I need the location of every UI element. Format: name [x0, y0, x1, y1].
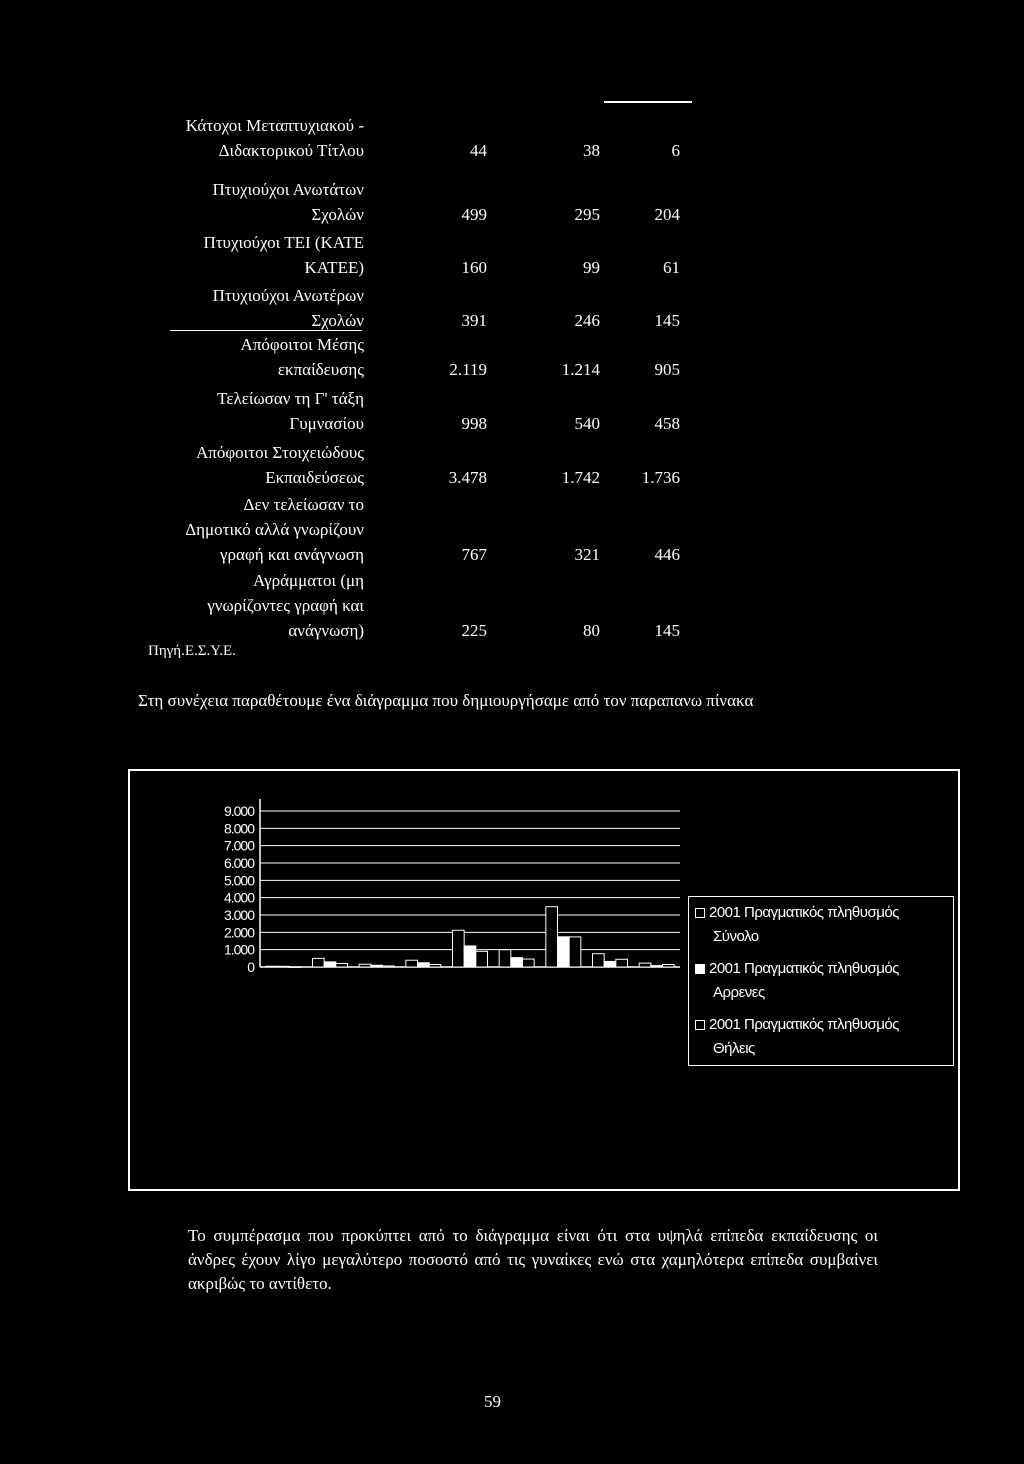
bar-male: [371, 965, 383, 967]
page-number: 59: [484, 1392, 501, 1411]
cell-female: 6: [671, 141, 680, 160]
cell-female: 204: [654, 205, 680, 224]
row-label: Κάτοχοι Μεταπτυχιακού - Διδακτορικού Τίτλου: [185, 116, 364, 160]
bar-total: [359, 964, 371, 967]
bar-male: [558, 937, 570, 967]
cell-total: 767: [461, 545, 487, 564]
bar-total: [453, 930, 465, 967]
bar-total: [546, 907, 558, 967]
row-label: Αγράμματοι (μη γνωρίζοντες γραφή και ανάγνωση): [207, 571, 364, 640]
cell-male: 321: [574, 545, 600, 564]
bar-total: [593, 954, 605, 967]
intro-paragraph: Στη συνέχεια παραθέτουμε ένα διάγραμμα που δημιουργήσαμε από τον παραπανω πίνακα: [138, 691, 754, 710]
row-label: Δεν τελείωσαν το Δημοτικό αλλά γνωρίζουν γραφή και ανάγνωση: [185, 495, 364, 564]
bar-female: [569, 937, 581, 967]
bar-total: [639, 963, 651, 967]
bar-female: [476, 951, 488, 967]
legend-swatch-empty-icon: [695, 908, 705, 918]
cell-total: 2.119: [449, 360, 487, 379]
legend-item-total: [695, 901, 951, 949]
bar-female: [383, 966, 395, 967]
bar-female: [429, 964, 441, 967]
cell-male: 1.742: [561, 468, 600, 487]
legend-sublabel: Σύνολο: [713, 928, 759, 945]
legend-label: 2001 Πραγματικός πληθυσμός: [709, 960, 899, 977]
cell-male: 246: [574, 311, 600, 330]
y-tick-label: 1.000: [223, 941, 254, 958]
bar-male: [604, 961, 616, 967]
bar-female: [336, 963, 348, 967]
bar-male: [418, 963, 430, 967]
y-tick-label: 8.000: [223, 820, 254, 837]
cell-male: 99: [583, 258, 600, 277]
bar-male: [464, 946, 476, 967]
legend-swatch-empty-icon: [695, 1020, 705, 1030]
cell-total: 160: [461, 258, 487, 277]
legend-sublabel: Αρρενες: [713, 984, 765, 1001]
y-tick-label: 4.000: [223, 889, 254, 906]
table-source: Πηγή.Ε.Σ.Υ.Ε.: [148, 643, 236, 659]
table-top-rule: [604, 101, 692, 103]
y-tick-label: 6.000: [223, 855, 254, 871]
cell-total: 998: [461, 414, 487, 433]
cell-female: 458: [654, 414, 680, 433]
bar-male: [651, 966, 663, 967]
row-label: Τελείωσαν τη Γ' τάξη Γυμνασίου: [217, 389, 364, 433]
cell-female: 446: [654, 545, 680, 564]
conclusion-paragraph: Το συμπέρασμα που προκύπτει από το διάγραμμα είναι ότι στα υψηλά επίπεδα εκπαίδευσης οι άνδρες έχουν λίγο μεγαλύτερο ποσοστό από τις γυναίκες ενώ στα χαμηλότερα επίπεδα συμβαίνει ακριβώς το αντίθετο.: [188, 1226, 878, 1293]
bar-female: [289, 967, 301, 968]
bar-male: [324, 962, 336, 967]
cell-male: 540: [574, 414, 600, 433]
row-label: Πτυχιούχοι Ανωτέρων Σχολών: [212, 286, 364, 330]
legend-sublabel: Θήλεις: [713, 1040, 755, 1057]
y-tick-label: 0: [247, 959, 254, 975]
cell-male: 295: [574, 205, 600, 224]
cell-male: 80: [583, 621, 600, 640]
cell-male: 38: [583, 141, 600, 160]
cell-total: 499: [461, 205, 487, 224]
row-label: Πτυχιούχοι Ανωτάτων Σχολών: [212, 180, 364, 224]
legend-swatch-filled-icon: [695, 964, 705, 974]
cell-total: 391: [461, 311, 487, 330]
legend-item-male: [695, 957, 951, 1005]
cell-female: 145: [654, 621, 680, 640]
legend-label: 2001 Πραγματικός πληθυσμός: [709, 904, 899, 921]
cell-total: 225: [461, 621, 487, 640]
table-underline: [170, 330, 362, 331]
row-label: Απόφοιτοι Μέσης εκπαίδευσης: [240, 335, 364, 379]
cell-total: 3.478: [448, 468, 487, 487]
y-tick-label: 9.000: [223, 803, 254, 819]
legend-label: 2001 Πραγματικός πληθυσμός: [709, 1016, 899, 1033]
row-label: Απόφοιτοι Στοιχειώδους Εκπαιδεύσεως: [196, 443, 364, 487]
cell-female: 145: [654, 311, 680, 330]
legend-item-female: [695, 1013, 951, 1061]
y-tick-label: 7.000: [223, 837, 254, 854]
bar-female: [663, 964, 675, 967]
bar-total: [266, 966, 278, 967]
y-tick-label: 3.000: [223, 907, 254, 923]
bar-male: [278, 966, 290, 967]
bar-male: [511, 958, 523, 967]
y-tick-label: 2.000: [223, 924, 254, 941]
cell-total: 44: [470, 141, 487, 160]
cell-female: 61: [663, 258, 680, 277]
row-label: Πτυχιούχοι ΤΕΙ (ΚΑΤΕ ΚΑΤΕΕ): [203, 233, 364, 277]
cell-female: 1.736: [641, 468, 680, 487]
chart-legend: [688, 896, 954, 1066]
bar-total: [313, 958, 325, 967]
bar-female: [523, 959, 535, 967]
bar-total: [406, 960, 418, 967]
cell-male: 1.214: [561, 360, 600, 379]
y-tick-label: 5.000: [223, 872, 254, 889]
cell-female: 905: [654, 360, 680, 379]
bar-female: [616, 959, 628, 967]
bar-total: [499, 950, 511, 967]
